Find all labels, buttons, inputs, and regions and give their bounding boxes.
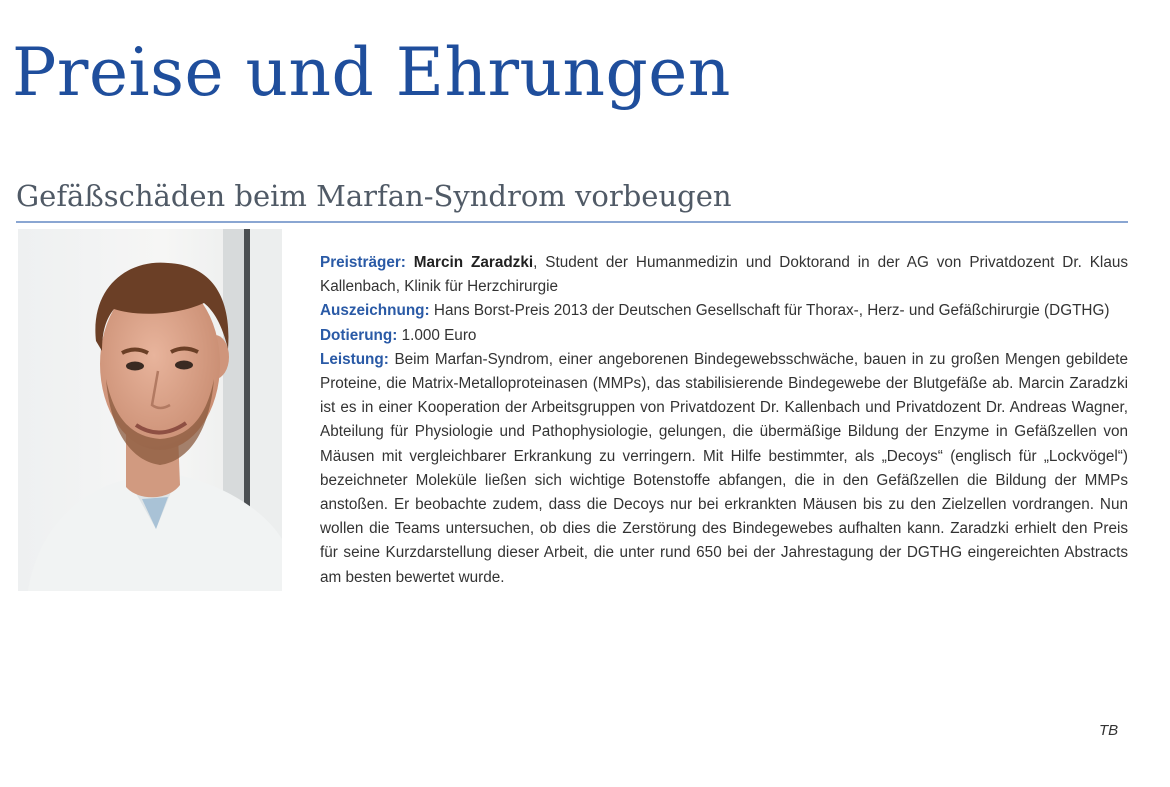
achievement-text: Beim Marfan-Syndrom, einer angeborenen Bindegewebsschwäche, bauen in zu großen Mengen gebildete Proteine, die Matrix-Metalloproteinasen (MMPs), das stabilisierende Bindegewebe der Blutgefäße ab. Marcin Zaradzki ist es in einer Kooperation der Arbeitsgruppen von Privatdozent Dr. Kallenbach und Privatdozent Dr. Andreas Wagner, Abteilung für Physiologie und Pathophysiologie, gelungen, die übermäßige Bildung der Enzyme in Gefäßzellen von Mäusen mit vergleichbarer Erkrankung zu verringern. Mit Hilfe bestimmter, als „Decoys“ (englisch für „Lockvögel“) bezeichneter Moleküle ließen sich wichtige Botenstoffe abfangen, die in den Gefäßzellen die Bildung der MMPs anstoßen. Er beobachte zudem, dass die Decoys nur bei erkrankten Mäusen bis zu den Zielzellen vordrangen. Nun wollen die Teams untersuchen, ob dies die Zerstörung des Bindegewebes aufhalten kann. Zaradzki erhielt den Preis für seine Kurzdarstellung dieser Arbeit, die unter rund 650 bei der Jahrestagung der DGTHG eingereichten Abstracts am besten bewertet wurde. [320,350,1129,586]
award-entry [320,299,1128,323]
endowment-text: 1.000 Euro [401,326,477,344]
award-text: Hans Borst-Preis 2013 der Deutschen Gesellschaft für Thorax-, Herz- und Gefäßchirurgie (DGTHG) [433,302,1110,320]
laureate-name: Marcin Zaradzki [413,254,534,271]
laureate-entry [320,251,1128,299]
section-heading: Gefäßschäden beim Marfan-Syndrom vorbeugen [16,179,732,213]
author-initials: TB [1099,722,1119,739]
award-label: Auszeichnung: [320,302,430,320]
achievement-label: Leistung: [320,350,389,368]
portrait-photo [18,229,282,591]
endowment-entry [320,324,1128,348]
laureate-label: Preisträger: [320,254,406,271]
article-body [320,251,1128,590]
page-title: Preise und Ehrungen [12,34,731,111]
endowment-label: Dotierung: [320,326,398,344]
portrait-photo-icon [18,229,282,591]
laureate-text: , Student der Humanmedizin und Doktorand in der AG von Privatdozent Dr. Klaus Kallenbach, Klinik für Herzchirurgie [320,254,1128,296]
achievement-entry [320,348,1128,590]
section-divider [16,221,1128,223]
